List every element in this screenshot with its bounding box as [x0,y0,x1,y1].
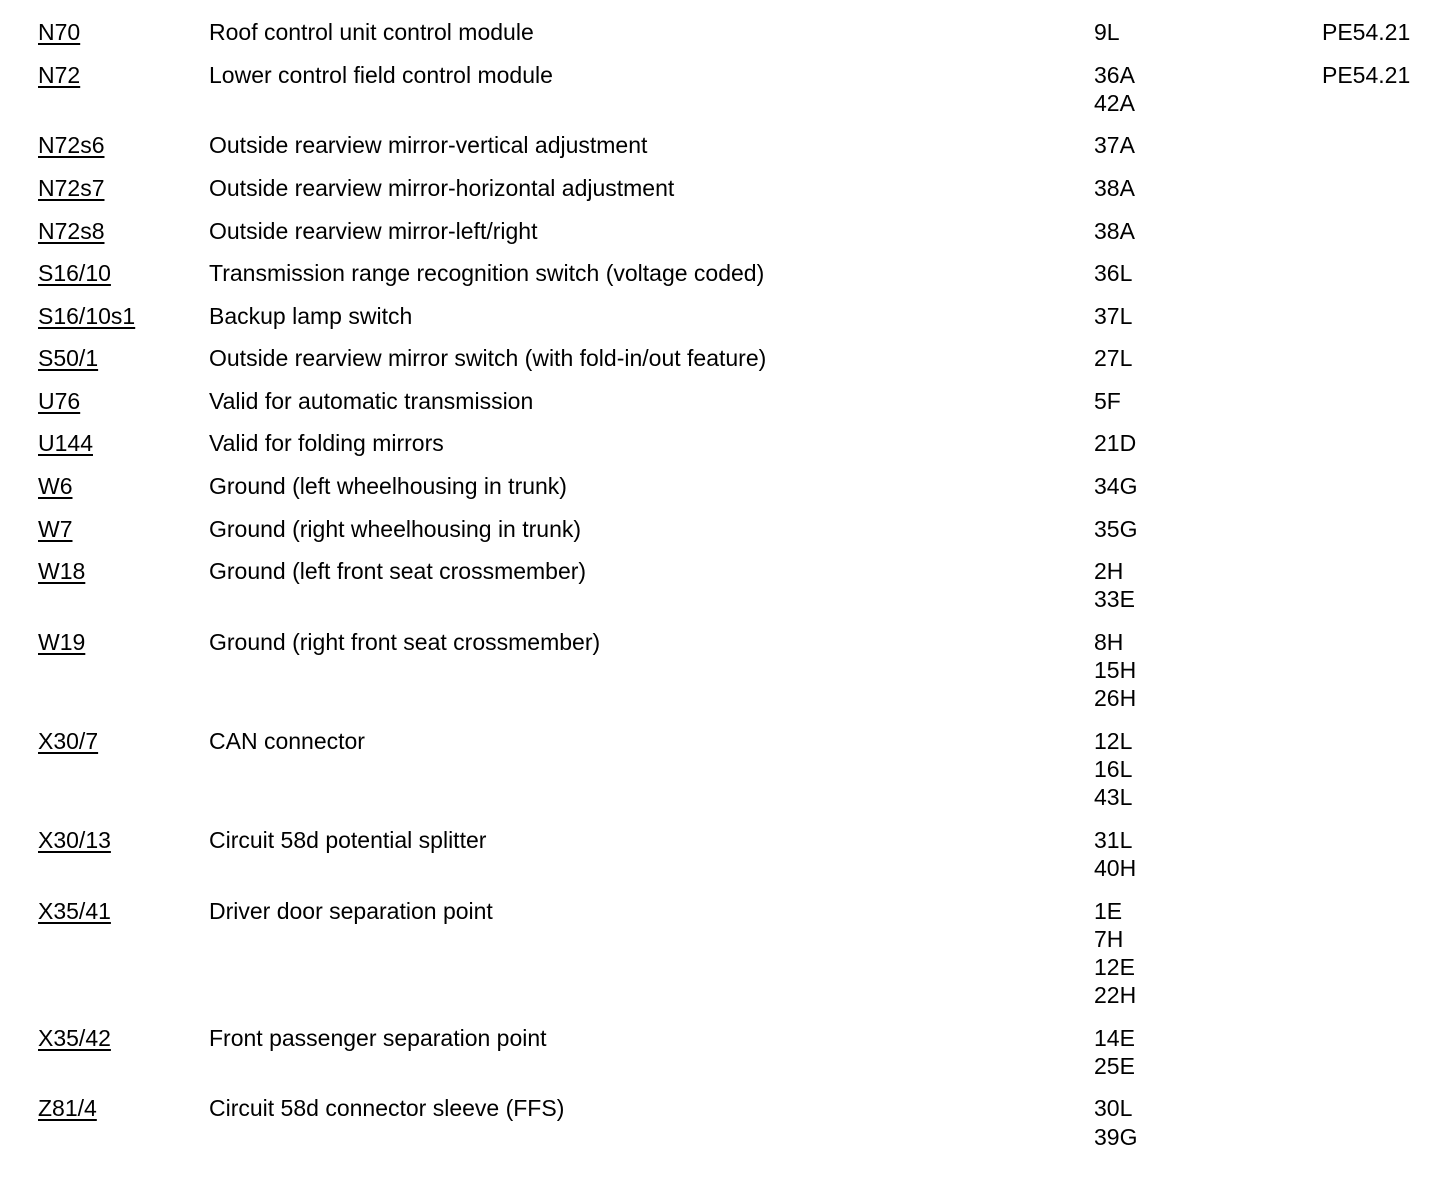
component-code-link[interactable]: X30/7 [38,727,99,754]
grid-location: 25E [1094,1052,1135,1079]
page-reference: PE54.21 [1322,61,1411,88]
grid-location: 16L [1094,756,1133,783]
grid-location-list [1094,1094,1294,1150]
grid-location-list [1094,174,1294,202]
legend-row [0,727,1456,812]
grid-location-list [1094,472,1294,500]
legend-row [0,515,1456,543]
component-code-link[interactable]: X35/41 [38,897,111,924]
component-description: Lower control field control module [209,61,553,88]
grid-location: 39G [1094,1123,1138,1150]
component-description: Ground (left front seat crossmember) [209,558,587,585]
legend-row [0,131,1456,159]
legend-row [0,344,1456,372]
component-description: Transmission range recognition switch (voltage coded) [209,260,765,287]
grid-location: 1E [1094,897,1123,924]
grid-location: 21D [1094,430,1137,457]
component-description: CAN connector [209,727,365,754]
grid-location: 31L [1094,826,1133,853]
page-reference: PE54.21 [1322,19,1411,45]
component-code-link[interactable]: W6 [38,472,73,499]
grid-location: 33E [1094,586,1135,613]
component-description: Circuit 58d potential splitter [209,826,487,853]
component-code-link[interactable]: U76 [38,387,81,414]
grid-location: 5F [1094,387,1121,414]
grid-location: 40H [1094,854,1137,881]
grid-location-list [1094,429,1294,457]
grid-location: 38A [1094,217,1135,244]
grid-location-list [1094,344,1294,372]
grid-location-list [1094,727,1294,812]
grid-location: 15H [1094,657,1137,684]
legend-row [0,387,1456,415]
legend-row [0,217,1456,245]
grid-location-list [1094,302,1294,330]
legend-row [0,174,1456,202]
grid-location-list [1094,387,1294,415]
component-code-link[interactable]: S50/1 [38,345,99,372]
legend-row [0,259,1456,287]
component-description: Valid for folding mirrors [209,430,444,457]
legend-row [0,1094,1456,1150]
component-description: Roof control unit control module [209,19,534,45]
grid-location-list [1094,61,1294,117]
grid-location-list [1094,897,1294,1010]
component-description: Ground (right wheelhousing in trunk) [209,515,582,542]
grid-location: 34G [1094,472,1138,499]
legend-row [0,628,1456,713]
component-description: Front passenger separation point [209,1024,547,1051]
grid-location: 37A [1094,132,1135,159]
legend-row [0,897,1456,1010]
legend-row [0,557,1456,613]
grid-location-list [1094,557,1294,613]
grid-location: 2H [1094,558,1124,585]
component-description: Ground (left wheelhousing in trunk) [209,472,567,499]
component-code-link[interactable]: U144 [38,430,93,457]
component-code-link[interactable]: N72s7 [38,174,105,201]
grid-location: 38A [1094,174,1135,201]
grid-location: 12E [1094,953,1135,980]
grid-location: 30L [1094,1095,1133,1122]
component-code-link[interactable]: N72s8 [38,217,105,244]
component-description: Outside rearview mirror-vertical adjustment [209,132,648,159]
component-description: Outside rearview mirror-left/right [209,217,538,244]
legend-row [0,61,1456,117]
grid-location: 22H [1094,982,1137,1009]
component-code-link[interactable]: S16/10 [38,260,111,287]
legend-row [0,1024,1456,1080]
legend-row [0,18,1456,46]
grid-location: 43L [1094,784,1133,811]
grid-location: 14E [1094,1024,1135,1051]
component-code-link[interactable]: N70 [38,19,81,45]
legend-row [0,429,1456,457]
grid-location: 36A [1094,61,1135,88]
grid-location: 36L [1094,260,1133,287]
component-description: Ground (right front seat crossmember) [209,628,601,655]
grid-location: 12L [1094,727,1133,754]
component-code-link[interactable]: W18 [38,558,86,585]
grid-location-list [1094,259,1294,287]
component-description: Outside rearview mirror switch (with fold-in/out feature) [209,345,767,372]
component-code-link[interactable]: N72s6 [38,132,105,159]
legend-row [0,302,1456,330]
grid-location: 27L [1094,345,1133,372]
component-description: Valid for automatic transmission [209,387,534,414]
grid-location: 42A [1094,89,1135,116]
component-code-link[interactable]: W7 [38,515,73,542]
component-code-link[interactable]: W19 [38,628,86,655]
grid-location-list [1094,131,1294,159]
grid-location: 8H [1094,628,1124,655]
component-description: Driver door separation point [209,897,493,924]
grid-location: 37L [1094,302,1133,329]
component-description: Circuit 58d connector sleeve (FFS) [209,1095,565,1122]
grid-location: 35G [1094,515,1138,542]
grid-location-list [1094,628,1294,713]
component-code-link[interactable]: X30/13 [38,826,111,853]
component-description: Backup lamp switch [209,302,413,329]
grid-location: 9L [1094,19,1120,45]
grid-location-list [1094,515,1294,543]
legend-row [0,826,1456,882]
grid-location-list [1094,217,1294,245]
grid-location: 7H [1094,925,1124,952]
grid-location-list [1094,826,1294,882]
component-code-link[interactable]: Z81/4 [38,1095,97,1122]
component-description: Outside rearview mirror-horizontal adjustment [209,174,675,201]
grid-location: 26H [1094,685,1137,712]
legend-row [0,472,1456,500]
grid-location-list [1094,18,1294,46]
component-code-link[interactable]: X35/42 [38,1024,111,1051]
grid-location-list [1094,1024,1294,1080]
component-code-link[interactable]: S16/10s1 [38,302,136,329]
component-code-link[interactable]: N72 [38,61,81,88]
